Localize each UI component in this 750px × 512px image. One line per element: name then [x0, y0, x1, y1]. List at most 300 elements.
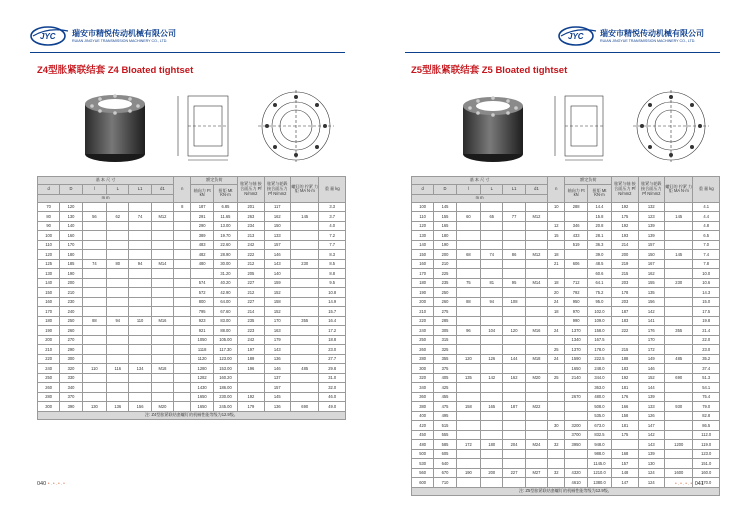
table-cell [456, 392, 480, 402]
table-row [412, 278, 720, 288]
table-cell [548, 449, 565, 459]
table-cell: 2140 [565, 373, 587, 383]
table-cell: 970 [565, 307, 587, 317]
axial-force-header: 轴向力 Ft kN [565, 185, 587, 203]
table-cell [665, 459, 693, 469]
table-cell: 988.0 [587, 449, 611, 459]
table-cell: 74 [129, 212, 151, 222]
table-cell: 123.0 [693, 449, 720, 459]
table-cell: 1210.0 [587, 468, 611, 478]
svg-text:JYC: JYC [40, 32, 56, 41]
table-row [412, 335, 720, 345]
table-cell: 150 [38, 288, 60, 298]
table-cell: 795 [191, 307, 213, 317]
table-cell: 18.8 [319, 335, 346, 345]
table-cell: 19.8 [693, 316, 720, 326]
table-cell [456, 383, 480, 393]
table-cell [129, 326, 151, 336]
table-cell: 152 [264, 307, 290, 317]
table-cell [174, 316, 191, 326]
table-row [38, 240, 346, 250]
table-cell [665, 430, 693, 440]
table-cell: 1380.0 [587, 478, 611, 488]
page-folio [37, 481, 66, 487]
table-cell [82, 326, 106, 336]
table-cell: 433 [565, 231, 587, 241]
table-cell [129, 240, 151, 250]
table-cell: 156 [638, 297, 664, 307]
table-cell [456, 240, 480, 250]
table-cell: 305 [434, 326, 456, 336]
table-cell: 290 [191, 221, 213, 231]
col-d-header: d [412, 185, 434, 195]
z4-product-photo [78, 86, 152, 166]
table-row [412, 440, 720, 450]
table-cell: 74 [481, 250, 503, 260]
table-cell [665, 421, 693, 431]
table-cell [481, 345, 503, 355]
table-cell: 75.4 [693, 392, 720, 402]
axial-force-header: 轴向力 Ft kN [191, 185, 213, 203]
table-cell: 160.20 [213, 373, 237, 383]
table-cell: 88.00 [213, 326, 237, 336]
table-cell: 135 [638, 288, 664, 298]
table-cell [525, 392, 547, 402]
table-cell [481, 288, 503, 298]
table-cell [151, 392, 173, 402]
table-cell [174, 288, 191, 298]
table-cell: 420 [412, 421, 434, 431]
table-cell: 574 [191, 278, 213, 288]
shaft-pressure-header: 胀紧与轴 接合面压力 Pf N/mm2 [238, 177, 264, 203]
table-cell [174, 250, 191, 260]
table-cell [174, 354, 191, 364]
table-cell: 495 [434, 411, 456, 421]
table-cell [525, 221, 547, 231]
table-cell: 185 [60, 259, 82, 269]
table-cell [525, 478, 547, 488]
table-cell: 179 [264, 335, 290, 345]
table-cell: 14.9 [319, 297, 346, 307]
table-cell: 65 [481, 212, 503, 222]
table-cell: 139 [638, 449, 664, 459]
table-cell: 1650 [565, 364, 587, 374]
table-cell: 190 [412, 288, 434, 298]
company-logo-icon [558, 25, 598, 47]
table-cell: 178 [612, 288, 638, 298]
table-cell [503, 259, 525, 269]
table-cell: 157 [264, 383, 290, 393]
table-cell: 921 [191, 326, 213, 336]
table-cell: 214 [238, 307, 264, 317]
z4-table-body [38, 202, 346, 411]
table-cell: 483 [191, 240, 213, 250]
table-cell [665, 231, 693, 241]
table-cell: 157 [638, 240, 664, 250]
table-cell [456, 335, 480, 345]
table-cell: 320 [60, 364, 82, 374]
table-cell [665, 202, 693, 212]
table-cell [665, 221, 693, 231]
table-cell: 344.0 [587, 373, 611, 383]
table-cell [481, 459, 503, 469]
table-cell: 166 [612, 402, 638, 412]
table-cell: 18 [548, 278, 565, 288]
table-cell [525, 430, 547, 440]
table-cell: 110 [38, 240, 60, 250]
table-cell: 183 [612, 364, 638, 374]
header-divider [405, 52, 720, 53]
table-row [38, 383, 346, 393]
table-cell: 130 [638, 459, 664, 469]
table-cell: 21.4 [693, 326, 720, 336]
table-cell [525, 269, 547, 279]
table-cell: 56 [82, 212, 106, 222]
table-cell [481, 202, 503, 212]
table-cell [456, 430, 480, 440]
table-cell [456, 411, 480, 421]
header-divider [30, 52, 345, 53]
table-cell: 300 [60, 354, 82, 364]
table-cell: 112.0 [693, 430, 720, 440]
table-row [412, 326, 720, 336]
table-cell [565, 383, 587, 393]
table-cell: 515 [434, 421, 456, 431]
table-cell: 15 [548, 231, 565, 241]
table-cell: 180 [38, 316, 60, 326]
table-cell: 136 [264, 402, 290, 412]
table-cell: 162 [264, 212, 290, 222]
table-cell [503, 345, 525, 355]
table-cell: 183 [612, 316, 638, 326]
table-cell: 143 [264, 345, 290, 355]
table-cell [456, 449, 480, 459]
table-cell: M12 [151, 212, 173, 222]
table-row [412, 402, 720, 412]
table-cell: 240 [60, 307, 82, 317]
table-cell: 136 [107, 402, 129, 412]
table-cell [548, 212, 565, 222]
table-row [38, 316, 346, 326]
table-cell: 200 [612, 250, 638, 260]
table-cell: 1590 [565, 354, 587, 364]
table-cell: 260 [434, 297, 456, 307]
col-l-header: l [456, 185, 480, 195]
table-cell: 133 [264, 231, 290, 241]
table-cell [129, 335, 151, 345]
table-cell: 1200 [665, 440, 693, 450]
table-cell: 480 [191, 259, 213, 269]
table-cell: 168 [612, 449, 638, 459]
table-cell: 200 [412, 297, 434, 307]
table-cell: 7.2 [319, 231, 346, 241]
table-cell: 220 [38, 354, 60, 364]
table-cell: M14 [151, 259, 173, 269]
table-row [412, 231, 720, 241]
hub-pressure-header: 胀紧与轮毂 接合面压力 Pf N/mm2 [264, 177, 290, 203]
table-cell [174, 259, 191, 269]
table-cell: 210 [412, 307, 434, 317]
table-cell [503, 240, 525, 250]
table-cell: 222 [612, 326, 638, 336]
table-cell: 75.2 [587, 288, 611, 298]
table-cell: 160 [60, 231, 82, 241]
table-cell: 23.0 [693, 345, 720, 355]
table-cell [129, 231, 151, 241]
col-L1-header: L1 [503, 185, 525, 195]
table-cell: 132 [638, 202, 664, 212]
table-cell [548, 383, 565, 393]
table-cell: 220 [412, 316, 434, 326]
table-cell: 227 [238, 278, 264, 288]
table-cell: 170.0 [693, 478, 720, 488]
table-cell [291, 278, 319, 288]
table-cell [612, 440, 638, 450]
table-cell [174, 278, 191, 288]
table-cell: 42.90 [213, 288, 237, 298]
table-cell: 7.7 [319, 240, 346, 250]
table-cell [291, 373, 319, 383]
table-cell: 192 [612, 221, 638, 231]
table-cell [174, 392, 191, 402]
table-row [412, 259, 720, 269]
table-cell: 24 [548, 326, 565, 336]
table-cell [548, 459, 565, 469]
table-cell: 144 [503, 354, 525, 364]
table-cell [174, 326, 191, 336]
table-cell: M27 [525, 468, 547, 478]
table-cell: 172 [638, 345, 664, 355]
table-cell: 142 [638, 430, 664, 440]
table-cell [291, 335, 319, 345]
table-cell: 712 [565, 278, 587, 288]
table-cell: 340 [412, 383, 434, 393]
table-cell [456, 478, 480, 488]
table-cell [82, 269, 106, 279]
table-cell: 32.0 [319, 383, 346, 393]
table-cell [503, 383, 525, 393]
table-cell: 152 [264, 288, 290, 298]
table-cell: 400 [412, 411, 434, 421]
table-cell: 170 [38, 307, 60, 317]
table-cell: 250 [38, 373, 60, 383]
z4-technical-drawing [168, 88, 346, 164]
table-cell: 227 [238, 297, 264, 307]
table-cell [665, 297, 693, 307]
table-cell [481, 259, 503, 269]
table-row [38, 354, 346, 364]
table-cell: 49.0 [319, 402, 346, 412]
table-cell: 140 [38, 278, 60, 288]
table-cell [129, 269, 151, 279]
table-cell: 1145.0 [587, 459, 611, 469]
table-cell: 170 [264, 316, 290, 326]
table-cell [82, 392, 106, 402]
table-cell: 190 [456, 468, 480, 478]
table-cell: 88 [456, 297, 480, 307]
table-cell: 4.0 [319, 221, 346, 231]
table-cell [525, 316, 547, 326]
table-cell: 300 [412, 364, 434, 374]
table-cell [107, 354, 129, 364]
table-cell: 175 [612, 430, 638, 440]
table-cell: 160.0 [693, 468, 720, 478]
table-cell [548, 478, 565, 488]
table-cell: 32 [548, 440, 565, 450]
table-cell: 204 [503, 440, 525, 450]
table-cell [503, 478, 525, 488]
table-cell: 158 [456, 402, 480, 412]
table-row [38, 259, 346, 269]
table-cell [129, 345, 151, 355]
table-cell: 455 [434, 392, 456, 402]
table-cell [151, 383, 173, 393]
table-cell [665, 316, 693, 326]
table-cell: 37.4 [693, 364, 720, 374]
table-cell [456, 288, 480, 298]
shaft-pressure-header: 胀紧与轴 接合面压力 Pf N/mm2 [612, 177, 638, 203]
z5-product-photo [457, 86, 529, 166]
table-cell: 6.85 [213, 202, 237, 212]
table-cell: 180 [412, 278, 434, 288]
weight-header: 重 量 kg [693, 177, 720, 203]
col-D-header: D [434, 185, 456, 195]
table-cell [665, 392, 693, 402]
table-cell: 149 [638, 354, 664, 364]
table-cell: 215 [612, 345, 638, 355]
table-cell: 245.00 [213, 402, 237, 412]
table-row [412, 221, 720, 231]
table-cell [525, 421, 547, 431]
table-cell [481, 307, 503, 317]
table-cell: 120 [60, 202, 82, 212]
table-cell [503, 459, 525, 469]
table-cell: 155 [638, 278, 664, 288]
z5-table-body [412, 202, 720, 487]
table-cell [238, 373, 264, 383]
table-cell: 46.0 [319, 392, 346, 402]
table-cell: 31.0 [319, 373, 346, 383]
table-cell [503, 335, 525, 345]
table-cell: 134 [129, 364, 151, 374]
table-cell: 203 [612, 278, 638, 288]
table-cell [174, 231, 191, 241]
table-cell [291, 250, 319, 260]
torque-header: 扭矩 Mt KN·m [213, 185, 237, 203]
table-cell: 90 [38, 221, 60, 231]
table-cell: 530 [412, 459, 434, 469]
table-cell [565, 269, 587, 279]
table-cell [129, 202, 151, 212]
table-cell: 82.8 [693, 411, 720, 421]
table-row [412, 421, 720, 431]
table-cell: 167.5 [587, 335, 611, 345]
table-cell [665, 411, 693, 421]
table-cell [151, 231, 173, 241]
table-cell: 18 [548, 307, 565, 317]
table-row [38, 288, 346, 298]
table-cell [565, 402, 587, 412]
table-cell [456, 459, 480, 469]
table-row [412, 288, 720, 298]
table-cell: 235 [434, 278, 456, 288]
weight-header: 重 量 kg [319, 177, 346, 203]
table-cell: 170 [60, 240, 82, 250]
table-cell: 16.4 [319, 316, 346, 326]
table-cell [456, 345, 480, 355]
table-cell: 8.8 [319, 269, 346, 279]
table-cell: 192 [238, 392, 264, 402]
table-row [38, 269, 346, 279]
table-cell: 223 [238, 326, 264, 336]
table-cell: 288 [565, 202, 587, 212]
table-cell [151, 269, 173, 279]
table-cell: 145 [291, 212, 319, 222]
table-cell [107, 221, 129, 231]
table-cell: 135 [456, 373, 480, 383]
table-cell: 6.5 [693, 231, 720, 241]
table-cell: 151.0 [693, 459, 720, 469]
table-row [38, 250, 346, 260]
table-cell [82, 202, 106, 212]
table-cell: 480 [412, 440, 434, 450]
table-cell: 150 [638, 250, 664, 260]
table-cell: 1280 [191, 364, 213, 374]
table-cell: 119.0 [693, 440, 720, 450]
table-cell: 124 [638, 478, 664, 488]
table-row [38, 307, 346, 317]
table-row [412, 345, 720, 355]
table-cell: 30 [548, 421, 565, 431]
table-cell: 160 [412, 259, 434, 269]
table-cell [481, 383, 503, 393]
table-cell [82, 288, 106, 298]
table-cell [481, 231, 503, 241]
table-row [38, 402, 346, 412]
table-cell: 130 [82, 402, 106, 412]
table-cell: 4320 [565, 468, 587, 478]
table-cell: 203 [612, 297, 638, 307]
table-cell: 585 [434, 440, 456, 450]
table-cell: M18 [151, 364, 173, 374]
table-cell: 146 [264, 250, 290, 260]
table-cell: 153.00 [213, 364, 237, 374]
table-cell [503, 202, 525, 212]
table-cell: 3700 [565, 430, 587, 440]
table-cell [129, 250, 151, 260]
table-cell: 51.3 [693, 373, 720, 383]
table-cell: 792 [565, 288, 587, 298]
table-cell [565, 411, 587, 421]
table-cell: M20 [151, 402, 173, 412]
table-cell [481, 478, 503, 488]
table-cell: 197 [238, 345, 264, 355]
table-cell [107, 307, 129, 317]
table-cell: 30.00 [213, 259, 237, 269]
table-cell: 230 [60, 297, 82, 307]
table-cell: 17.2 [319, 326, 346, 336]
table-cell: 94 [107, 316, 129, 326]
table-cell: 250 [60, 316, 82, 326]
table-cell [107, 288, 129, 298]
table-cell: 81 [481, 278, 503, 288]
table-cell: 480.0 [587, 392, 611, 402]
table-cell: 380 [412, 402, 434, 412]
table-cell: 1050 [191, 335, 213, 345]
table-cell: 230 [665, 278, 693, 288]
table-cell: 28.90 [213, 250, 237, 260]
table-cell: 475 [434, 402, 456, 412]
